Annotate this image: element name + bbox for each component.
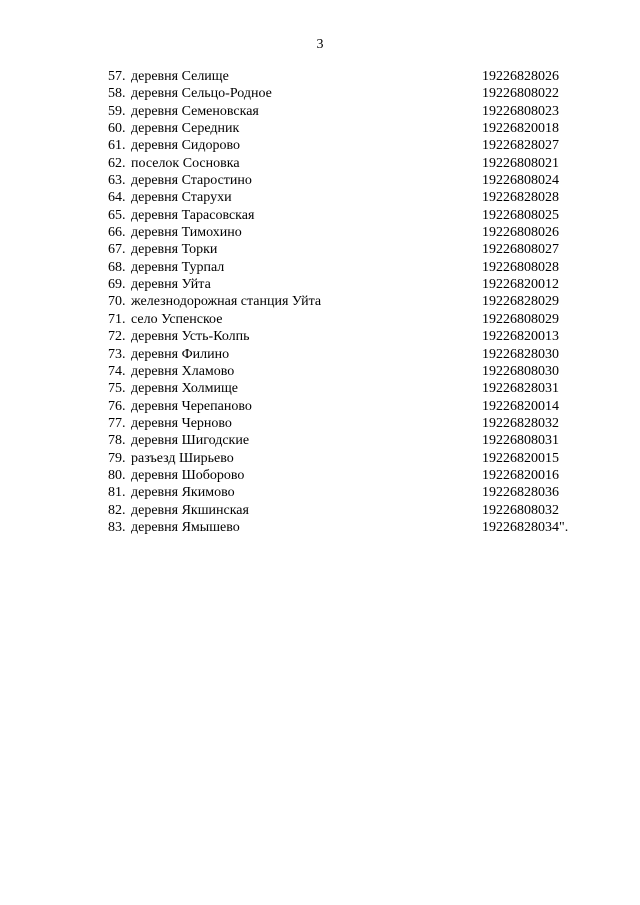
okato-code: 19226820016 (482, 467, 559, 483)
okato-code: 19226828030 (482, 346, 559, 362)
okato-code: 19226808027 (482, 242, 559, 258)
okato-code: 19226808023 (482, 103, 559, 119)
okato-code: 19226820012 (482, 277, 559, 293)
list-item (108, 259, 588, 276)
settlement-name: деревня Середник (131, 121, 240, 137)
settlement-name: деревня Якшинская (131, 502, 249, 518)
item-number: 58. (108, 86, 126, 102)
list-item (108, 68, 588, 85)
item-number: 80. (108, 467, 126, 483)
settlement-name: деревня Якимово (131, 485, 235, 501)
okato-code: 19226828032 (482, 415, 559, 431)
okato-code: 19226828026 (482, 69, 559, 84)
item-number: 62. (108, 155, 126, 171)
settlement-name: деревня Сельцо-Родное (131, 86, 272, 102)
okato-code: 19226828029 (482, 294, 559, 310)
item-number: 78. (108, 433, 126, 449)
list-item (108, 519, 588, 536)
okato-code: 19226808026 (482, 225, 559, 241)
list-item (108, 224, 588, 241)
settlement-name: деревня Семеновская (131, 103, 259, 119)
settlement-name: деревня Тимохино (131, 225, 242, 241)
item-number: 59. (108, 103, 126, 119)
item-number: 76. (108, 398, 126, 414)
okato-code: 19226828027 (482, 138, 559, 154)
item-number: 71. (108, 311, 126, 327)
list-item (108, 189, 588, 206)
list-item (108, 346, 588, 363)
okato-code: 19226808029 (482, 311, 559, 327)
item-number: 61. (108, 138, 126, 154)
list-item (108, 207, 588, 224)
settlement-name: деревня Филино (131, 346, 230, 362)
item-number: 82. (108, 502, 126, 518)
page-number: 3 (316, 37, 324, 52)
item-number: 60. (108, 121, 126, 137)
settlement-name: деревня Шоборово (131, 467, 245, 483)
item-number: 66. (108, 225, 126, 241)
okato-code: 19226808022 (482, 86, 559, 102)
settlement-name: деревня Торки (131, 242, 218, 258)
settlement-name: деревня Черново (131, 415, 232, 431)
list-item (108, 432, 588, 449)
list-item (108, 380, 588, 397)
item-number: 70. (108, 294, 126, 310)
list-item (108, 172, 588, 189)
item-number: 65. (108, 207, 126, 223)
item-number: 77. (108, 415, 126, 431)
settlement-name: деревня Турпал (131, 259, 225, 275)
item-number: 79. (108, 450, 126, 466)
item-number: 83. (108, 519, 126, 535)
item-number: 63. (108, 173, 126, 189)
okato-code: 19226828036 (482, 485, 559, 501)
settlement-name: деревня Усть-Колпь (131, 329, 250, 345)
list-item (108, 137, 588, 154)
settlement-name: деревня Старухи (131, 190, 232, 206)
settlement-name: село Успенское (131, 311, 223, 327)
list-item (108, 502, 588, 519)
okato-code: 19226808021 (482, 155, 559, 171)
settlement-name: деревня Сидорово (131, 138, 241, 154)
list-item (108, 415, 588, 432)
okato-code: 19226808025 (482, 207, 559, 223)
item-number: 68. (108, 259, 126, 275)
list-item (108, 328, 588, 345)
list-item (108, 398, 588, 415)
settlement-name: деревня Шигодские (131, 433, 250, 449)
okato-code: 19226808031 (482, 433, 559, 449)
item-number: 72. (108, 329, 126, 345)
item-number: 74. (108, 363, 126, 379)
okato-code: 19226820015 (482, 450, 559, 466)
settlement-name: деревня Ямышево (131, 519, 240, 535)
list-item (108, 293, 588, 310)
settlement-name: деревня Селище (131, 69, 229, 84)
okato-code: 19226808032 (482, 502, 559, 518)
settlement-list (108, 68, 588, 536)
okato-code: 19226820013 (482, 329, 559, 345)
settlement-name: деревня Черепаново (131, 398, 252, 414)
okato-code: 19226820014 (482, 398, 559, 414)
okato-code: 19226820018 (482, 121, 559, 137)
settlement-name: деревня Холмище (131, 381, 238, 397)
item-number: 73. (108, 346, 126, 362)
okato-code: 19226808030 (482, 363, 559, 379)
list-item (108, 103, 588, 120)
okato-code: 19226808028 (482, 259, 559, 275)
settlement-name: разъезд Ширьево (131, 450, 234, 466)
settlement-name: железнодорожная станция Уйта (131, 294, 322, 310)
list-item (108, 311, 588, 328)
list-item (108, 450, 588, 467)
item-number: 69. (108, 277, 126, 293)
item-number: 67. (108, 242, 126, 258)
settlement-name: деревня Уйта (131, 277, 211, 293)
settlement-name: деревня Хламово (131, 363, 235, 379)
list-item (108, 120, 588, 137)
item-number: 81. (108, 485, 126, 501)
item-number: 57. (108, 69, 126, 84)
settlement-name: деревня Старостино (131, 173, 252, 189)
list-item (108, 241, 588, 258)
list-item (108, 484, 588, 501)
list-item (108, 85, 588, 102)
item-number: 64. (108, 190, 126, 206)
item-number: 75. (108, 381, 126, 397)
list-item (108, 467, 588, 484)
list-item (108, 363, 588, 380)
settlement-name: поселок Сосновка (131, 155, 240, 171)
list-item (108, 276, 588, 293)
okato-code: 19226828031 (482, 381, 559, 397)
okato-code: 19226828034". (482, 519, 569, 535)
settlement-name: деревня Тарасовская (131, 207, 255, 223)
okato-code: 19226808024 (482, 173, 559, 189)
okato-code: 19226828028 (482, 190, 559, 206)
list-item (108, 155, 588, 172)
